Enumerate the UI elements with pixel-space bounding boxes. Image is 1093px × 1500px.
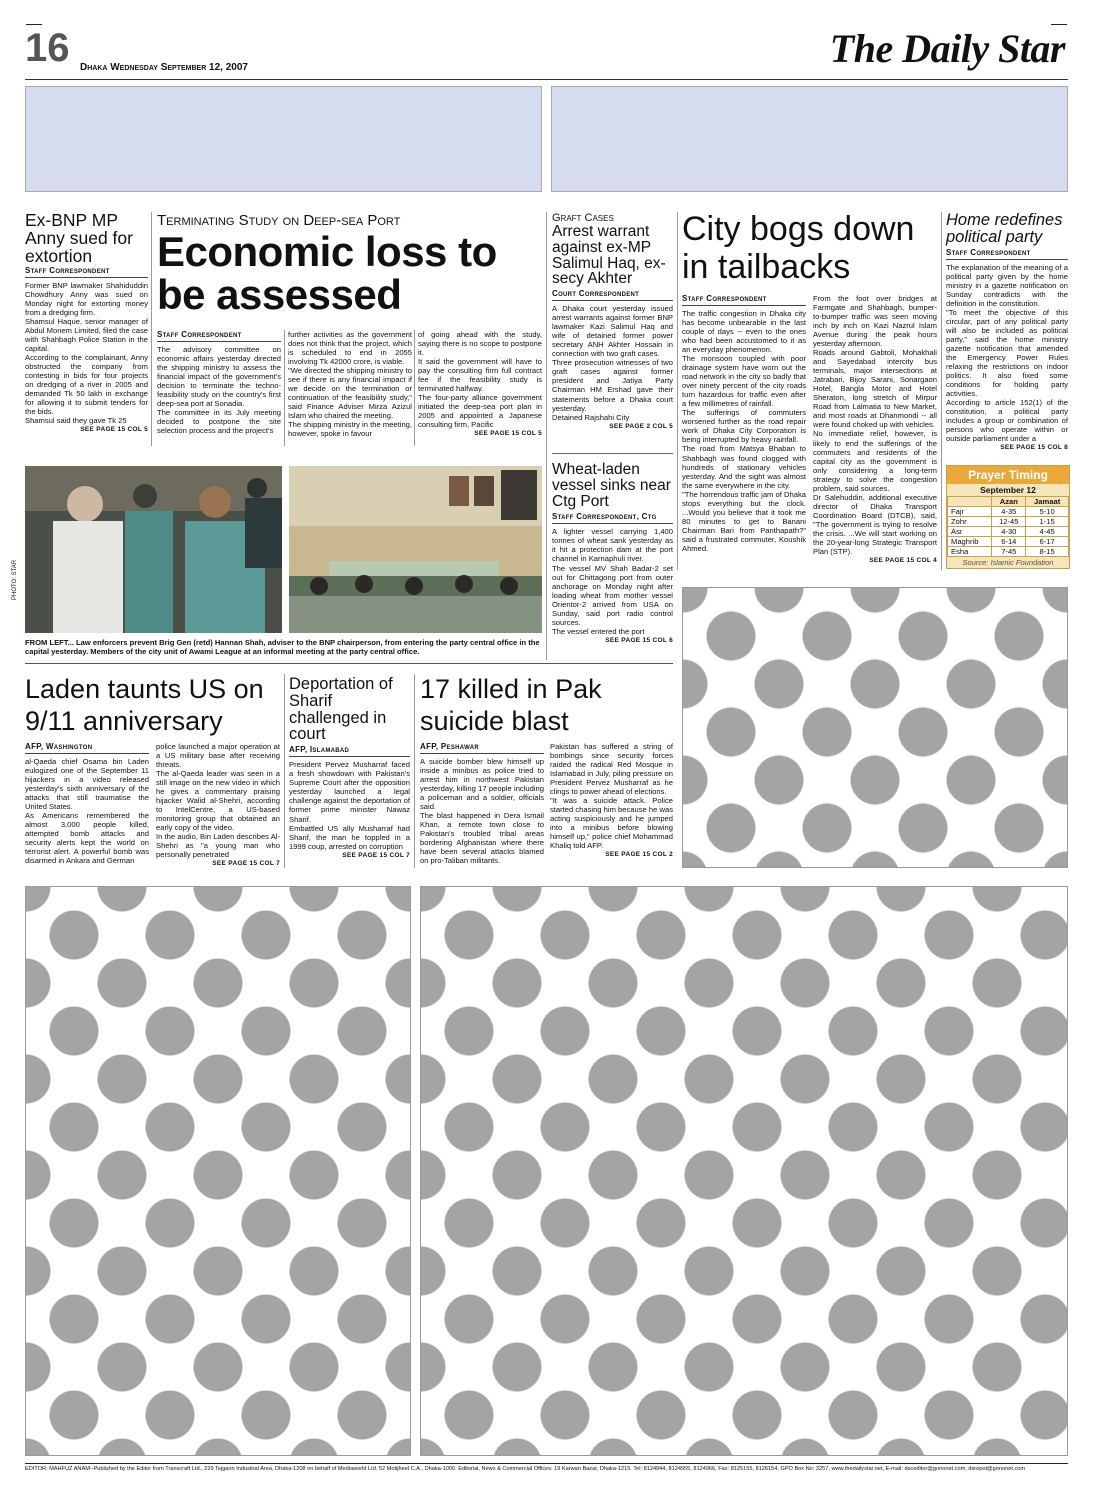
table-row xyxy=(948,527,1069,537)
story-divider xyxy=(552,453,673,454)
footer-rule xyxy=(25,1463,1068,1464)
advertisement-box[interactable] xyxy=(551,86,1068,192)
photo-credit: PHOTO: STAR xyxy=(12,559,18,600)
crop-mark xyxy=(26,24,42,25)
azan-time: 4-35 xyxy=(992,507,1026,517)
story-body: Former BNP lawmaker Shahiduddin Chowdhury Anny was sued on Monday night for extorting money from a dredging firm. Shamsul Haque, senior manager of Abdul Monem Limited, filed the case with Shahbagh Police Station in the capital. According to the complainant, Anny obstructed the company from contesting in bids for four projects on dredging of a river in 2005 and demanded Tk 50 lakh in exchange for allowing it to submit tenders for the bids. Shamsul said they gave Tk 25 xyxy=(25,280,148,425)
section-rule xyxy=(25,663,673,664)
prayer-header: Jamaat xyxy=(1026,497,1069,507)
story-traffic xyxy=(682,210,937,286)
headline[interactable]: Deportation of Sharif challenged in court xyxy=(289,675,393,744)
story-body: The traffic congestion in Dhaka city has become unbearable in the last couple of days -- even to the ones who had been accustomed to it as an everyday phenomenon. The monsoon coupled with poor drainage system have worn out the road network in the city so badly that over ninety percent of the city roads turn hazardous for traffic even after a few millimetres of rainfall. The sufferings of commuters worsened further as the road repair work of Dhaka City Corporation is being interrupted by heavy rainfall. The road from Matsya Bhaban to Shahbagh was found clogged with hundreds of stationary vehicles yesterday. And the sight was almost the same everywhere in the city. "The horrendous traffic jam of Dhaka stops everything but the clock. ...Would you believe that it took me 80 minutes to get to Banani Chairman Bari from Panthapath?" said a frustrated commuter, Koushik Ahmed. xyxy=(682,309,806,553)
advertisement-box[interactable] xyxy=(25,86,542,192)
story-traffic-col2 xyxy=(813,294,937,564)
advertisement-placeholder[interactable] xyxy=(682,587,1068,868)
jump-link[interactable]: SEE PAGE 2 COL 5 xyxy=(609,422,673,430)
story-wheat xyxy=(552,462,673,644)
headline[interactable]: Home redefines political party xyxy=(946,211,1063,246)
story-body: From the foot over bridges at Farmgate and Shahbagh, bumper-to-bumper traffic was seen moving inch by inch on Kazi Nazrul Islam Avenue during the peak hours yesterday afternoon. Roads around Gabtoli, Mohakhali and Sayedabad intercity bus terminals, major intersections at Jatrabari, Bijoy Sarani, Sonargaon Hotel, Bangla Motor and Hotel Sheraton, long stretch of Mirpur Road from Lalmatia to New Market, and most roads at Dhanmondi -- all were found choked up with vehicles. No immediate relief, however, is likely to end the sufferings of the commuters and residents of the capital city as the government is only considering a long-term strategy to solve the congestion problem, said sources. Dr Salehuddin, additional executive director of Dhaka Transport Coordination Board (DTCB), said, "The government is trying to resolve the crisis. ...We will start working on the 20-year-long Strategic Transport Plan (STP). xyxy=(813,294,937,556)
byline: AFP, Peshawar xyxy=(420,742,544,754)
kicker: Graft Cases xyxy=(552,212,614,224)
jamaat-time: 5-10 xyxy=(1026,507,1069,517)
prayer-table xyxy=(947,496,1069,557)
prayer-name: Maghrib xyxy=(948,537,992,547)
headline[interactable]: Ex-BNP MP Anny sued for extortion xyxy=(25,210,133,266)
story-laden-col2 xyxy=(156,742,280,867)
story-body: A Dhaka court yesterday issued arrest warrants against former BNP lawmaker Kazi Salimul Haq and wife of detained former power secretary ANH Akhter Hossain in connection with two graft cases. Three prosecution witnesses of two graft cases against former president and Jatiya Party Chairman HM Ershad gave their statements before a Dhaka court yesterday. Detained Rajshahi City xyxy=(552,304,673,422)
story-body: police launched a major operation at a US military base after receiving threats. The al-Qaeda leader was seen in a still image on the new video in which he gives a commentary praising hijacker Walid al-Shehri, according to IntelCentre, a US-based monitoring group that obtained an early copy of the video. In the audio, Bin Laden describes Al-Shehri as "a young man who personally penetrated xyxy=(156,742,280,860)
story-graft xyxy=(552,212,673,430)
news-photo-meeting[interactable] xyxy=(289,466,542,633)
azan-time: 6-14 xyxy=(992,537,1026,547)
prayer-timing-box xyxy=(946,465,1070,569)
headline[interactable]: City bogs down in tailbacks xyxy=(682,210,915,287)
photo-illustration xyxy=(289,466,542,633)
prayer-header: Azan xyxy=(992,497,1026,507)
story-home xyxy=(946,212,1068,451)
jamaat-time: 6-17 xyxy=(1026,537,1069,547)
headline[interactable]: Economic loss to be assessed xyxy=(157,228,497,318)
jump-link[interactable]: SEE PAGE 15 COL 8 xyxy=(1000,444,1068,452)
story-body: of going ahead with the study, saying there is no scope to postpone it. It said the government will have to pay the consulting firm full contract fee if the feasibility study is terminated halfway. The four-party alliance government initiated the deep-sea port plan in 2005 and appointed a Japanese consulting firm, Pacific xyxy=(418,330,542,430)
jump-link[interactable]: SEE PAGE 15 COL 7 xyxy=(212,860,280,868)
story-laden xyxy=(25,674,280,738)
column-rule xyxy=(284,330,285,446)
column-rule xyxy=(284,674,285,868)
kicker: Terminating Study on Deep-sea Port xyxy=(157,212,401,229)
jump-link[interactable]: SEE PAGE 15 COL 2 xyxy=(605,851,673,859)
byline: Staff Correspondent xyxy=(682,294,806,306)
story-body: President Pervez Musharraf faced a fresh showdown with Pakistan's Supreme Court after the opposition yesterday launched a legal challenge against the deportation of former prime minister Nawaz Sharif. Embattled US ally Musharraf had Sharif, the man he toppled in a 1999 coup, arrested on corruption xyxy=(289,760,410,851)
headline[interactable]: Wheat-laden vessel sinks near Ctg Port xyxy=(552,461,671,510)
headline[interactable]: Arrest warrant against ex-MP Salimul Haq, ex-secy Akhter xyxy=(552,223,666,288)
table-row xyxy=(948,507,1069,517)
logo: The Daily Star xyxy=(829,26,1065,71)
jamaat-time: 4-45 xyxy=(1026,527,1069,537)
prayer-name: Asr xyxy=(948,527,992,537)
imprint-line: EDITOR: MAHFUZ ANAM--Published by the Editor from Transcraft Ltd., 229 Tejgaon Industrial Area, Dhaka-1208 on behalf of Mediaworld Ltd. 52 Motijheel C.A., Dhaka-1000. Editorial, News & Commercial Offices: 19 Karwan Bazar, Dhaka-1215. Tel: 8124944, 8124955, 8124966, Fax: 8125155, 8126154, GPO Box No: 3257, www.thedailystar.net, E-mail: dsceditor@gononet.com, dsrepot@gononet.com xyxy=(25,1466,1026,1472)
story-body: al-Qaeda chief Osama bin Laden eulogized one of the September 11 hijackers in a video released yesterday's sixth anniversary of the attacks that still traumatise the United States. As Americans remembered the almost 3,000 people killed, attempted bomb attacks and security alerts kept the world on terrorist alert. A powerful bomb was disarmed in Ankara and German xyxy=(25,757,149,866)
story-anny xyxy=(25,212,148,433)
jump-link[interactable]: SEE PAGE 15 COL 5 xyxy=(474,430,542,438)
story-sharif xyxy=(289,676,410,859)
page-number: 16 xyxy=(25,26,70,70)
jump-link[interactable]: SEE PAGE 15 COL 5 xyxy=(80,426,148,434)
column-rule xyxy=(941,212,942,570)
jamaat-time: 8-15 xyxy=(1026,547,1069,557)
byline: AFP, Washington xyxy=(25,742,149,754)
advertisement-placeholder[interactable] xyxy=(420,886,1068,1456)
azan-time: 12-45 xyxy=(992,517,1026,527)
masthead-rule xyxy=(25,79,1068,80)
story-pak xyxy=(420,674,673,738)
table-row xyxy=(948,547,1069,557)
jump-link[interactable]: SEE PAGE 15 COL 7 xyxy=(342,851,410,859)
prayer-title: Prayer Timing xyxy=(947,466,1069,484)
story-port xyxy=(157,212,542,317)
photo-caption: FROM LEFT... Law enforcers prevent Brig Gen (retd) Hannan Shah, adviser to the BNP chairperson, from entering the party central office in the capital yesterday. Members of the city unit of Awami League at an informal meeting at the party central office. xyxy=(25,638,540,657)
story-body: The explanation of the meaning of a political party given by the home ministry in a gazette notification on Sunday contradicts with the definition in the constitution. "To meet the objective of this circular, part of any political party will also be included as political party," said the home ministry gazette notification that amended the Emergency Power Rules relaxing the restrictions on indoor politics. It also fixed some conditions for holding party activities. According to article 152(1) of the constitution, a political party includes a group or combination of persons who operate within or outside parliament under a xyxy=(946,262,1068,444)
byline: Staff Correspondent xyxy=(157,330,281,342)
table-row xyxy=(948,517,1069,527)
prayer-date: September 12 xyxy=(947,484,1069,496)
news-photo-police[interactable] xyxy=(25,466,282,633)
photo-illustration xyxy=(25,466,282,633)
story-body: A lighter vessel carrying 1,400 tonnes of wheat sank yesterday as it hit a protection dam at the port channel in Karnaphuli river. The vessel MV Shah Badar-2 set out for Chittagong port from outer anchorage on Monday night after loading wheat from mother vessel Orientor-2 arrived from USA on Sunday, said port radio control sources. The vessel entered the port xyxy=(552,527,673,636)
azan-time: 4-30 xyxy=(992,527,1026,537)
story-body: The advisory committee on economic affairs yesterday directed the shipping ministry to assess the financial impact of the government's decision to terminate the techno-feasibility study on the country's first deep-sea port at Sonadia. The committee in its July meeting decided to postpone the site selection process and the project's xyxy=(157,345,281,436)
column-rule xyxy=(414,330,415,446)
jamaat-time: 1-15 xyxy=(1026,517,1069,527)
headline[interactable]: 17 killed in Pak suicide blast xyxy=(420,674,602,736)
story-body: further activities as the government does not think that the project, which is scheduled to end in 2055 involving Tk 42000 crore, is viable. "We directed the shipping ministry to see if there is any financial impact if we decide on the termination or continuation of the feasibility study," said Finance Adviser Mirza Azizul Islam who chaired the meeting. The shipping ministry in the meeting, however, spoke in favour xyxy=(288,330,412,439)
headline[interactable]: Laden taunts US on 9/11 anniversary xyxy=(25,674,264,736)
story-traffic-col1 xyxy=(682,294,806,553)
byline: Staff Correspondent, Ctg xyxy=(552,512,673,524)
story-port-col3 xyxy=(418,330,542,437)
byline: Court Correspondent xyxy=(552,289,673,301)
column-rule xyxy=(546,212,547,660)
byline: AFP, Islamabad xyxy=(289,745,410,757)
advertisement-placeholder[interactable] xyxy=(25,886,411,1456)
story-body: Pakistan has suffered a string of bombings since security forces raided the radical Red Mosque in Islamabad in July, piling pressure on President Pervez Musharraf as he clings to power ahead of elections. "It was a suicide attack. Police started chasing him because he was acting suspiciously and he jumped into a minibus before blowing himself up," police chief Mohammad Khaliq told AFP. xyxy=(550,742,673,851)
prayer-name: Zohr xyxy=(948,517,992,527)
jump-link[interactable]: SEE PAGE 15 COL 6 xyxy=(605,636,673,644)
prayer-name: Esha xyxy=(948,547,992,557)
column-rule xyxy=(151,212,152,446)
azan-time: 7-45 xyxy=(992,547,1026,557)
story-port-col1 xyxy=(157,330,281,435)
byline: Staff Correspondent xyxy=(25,266,148,278)
story-pak-col1 xyxy=(420,742,544,865)
prayer-source: Source: Islamic Foundation xyxy=(947,557,1069,568)
dateline: Dhaka Wednesday September 12, 2007 xyxy=(80,62,248,73)
table-row xyxy=(948,537,1069,547)
column-rule xyxy=(677,212,678,570)
prayer-header xyxy=(948,497,992,507)
story-pak-col2 xyxy=(550,742,673,858)
byline: Staff Correspondent xyxy=(946,248,1068,260)
jump-link[interactable]: SEE PAGE 15 COL 4 xyxy=(869,556,937,564)
prayer-name: Fajr xyxy=(948,507,992,517)
story-port-col2 xyxy=(288,330,412,438)
story-body: A suicide bomber blew himself up inside a minibus as police tried to arrest him in northwest Pakistan yesterday, killing 17 people including a policeman and a soldier, officials said. The blast happened in Dera Ismail Khan, a remote town close to Pakistan's troubled tribal areas bordering Afghanistan where there have been several attacks blamed on pro-Taliban militants. xyxy=(420,757,544,866)
story-laden-col1 xyxy=(25,742,149,865)
column-rule xyxy=(414,674,415,868)
